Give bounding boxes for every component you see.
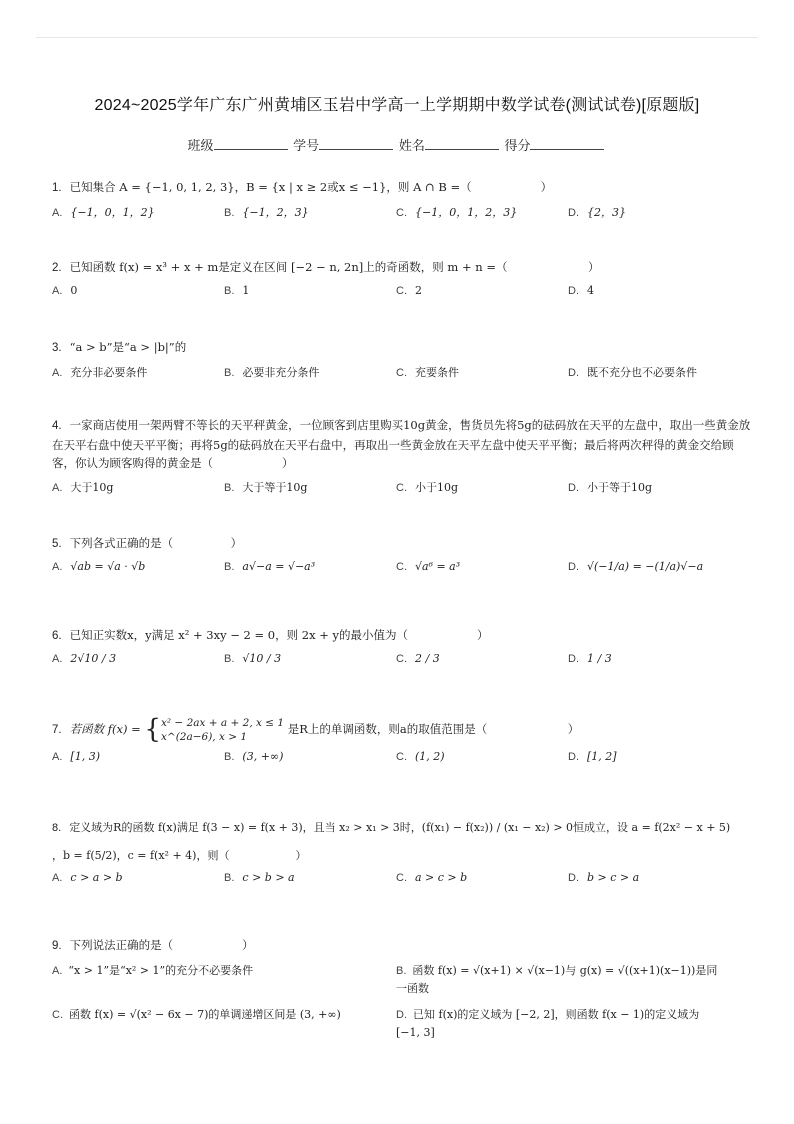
option-d[interactable]: D. 已知 f(x)的定义域为 [−2, 2]，则函数 f(x − 1)的定义域为 [−1, 3] <box>396 1008 700 1039</box>
option-a[interactable]: A. c > a > b <box>52 871 123 884</box>
question-4 <box>52 416 754 501</box>
option-a[interactable]: A. “x > 1”是“x² > 1”的充分不必要条件 <box>52 964 254 977</box>
option-d[interactable]: D. {2，3} <box>568 206 626 219</box>
question-number: 9. <box>52 940 62 952</box>
piecewise-brace: { <box>144 714 161 745</box>
question-3 <box>52 338 754 386</box>
question-2 <box>52 258 754 306</box>
question-stem: 已知正实数x，y满足 x² + 3xy − 2 = 0，则 2x + y的最小值为（ ） <box>69 628 489 642</box>
question-number: 8. <box>52 822 62 834</box>
option-a[interactable]: A. 充分非必要条件 <box>52 366 148 379</box>
class-blank[interactable] <box>214 139 288 150</box>
question-stem-cont: ，b = f(5/2)，c = f(x² + 4)，则（ ） <box>52 849 307 862</box>
question-stem-post: 是R上的单调函数，则a的取值范围是（ ） <box>287 722 580 736</box>
question-7 <box>52 716 754 772</box>
piecewise-cases: x² − 2ax + a + 2, x ≤ 1 x^(2a−6), x > 1 <box>160 717 285 743</box>
option-d[interactable]: D. 4 <box>568 284 594 297</box>
id-blank[interactable] <box>319 139 393 150</box>
option-a[interactable]: A. 大于10g <box>52 480 114 494</box>
name-label: 姓名 <box>398 138 425 153</box>
question-5 <box>52 534 754 590</box>
question-stem: 下列说法正确的是（ ） <box>69 938 254 952</box>
option-b[interactable]: B. a√−a = √−a³ <box>224 560 316 573</box>
option-d[interactable]: D. b > c > a <box>568 871 640 884</box>
question-number: 1. <box>52 182 62 194</box>
top-divider <box>36 37 758 38</box>
question-number: 2. <box>52 262 62 274</box>
option-b[interactable]: B. 必要非充分条件 <box>224 366 320 379</box>
option-a[interactable]: A. {−1，0，1，2} <box>52 206 155 219</box>
option-b[interactable]: B. 函数 f(x) = √(x+1) × √(x−1)与 g(x) = √((x+1)(x−1))是同一函数 <box>396 964 718 995</box>
option-d[interactable]: D. √(−1/a) = −(1/a)√−a <box>568 560 704 573</box>
option-d[interactable]: D. 既不充分也不必要条件 <box>568 366 697 379</box>
option-c[interactable]: C. 函数 f(x) = √(x² − 6x − 7)的单调递增区间是 (3, +∞) <box>52 1008 341 1021</box>
page-title: 2024~2025学年广东广州黄埔区玉岩中学高一上学期期中数学试卷(测试试卷)[原题版] <box>94 97 700 114</box>
option-a[interactable]: A. √ab = √a · √b <box>52 560 146 573</box>
option-c[interactable]: C. 充要条件 <box>396 366 459 379</box>
question-number: 4. <box>52 420 62 432</box>
score-label: 得分 <box>504 138 531 153</box>
option-b[interactable]: B. 1 <box>224 284 250 297</box>
option-c[interactable]: C. 小于10g <box>396 480 459 494</box>
question-stem: “a > b”是“a > |b|”的 <box>69 340 187 354</box>
question-number: 3. <box>52 342 62 354</box>
question-number: 5. <box>52 538 62 550</box>
option-c[interactable]: C. {−1，0，1，2，3} <box>396 206 518 219</box>
option-c[interactable]: C. 2 <box>396 284 422 297</box>
option-b[interactable]: B. c > b > a <box>224 871 295 884</box>
option-c[interactable]: C. 2 / 3 <box>396 652 440 665</box>
option-b[interactable]: B. (3, +∞) <box>224 750 284 763</box>
question-stem: 已知集合 A = {−1, 0, 1, 2, 3}，B = {x | x ≥ 2或x ≤ −1}，则 A ∩ B =（ ） <box>69 180 553 194</box>
option-a[interactable]: A. [1, 3) <box>52 750 100 763</box>
id-label: 学号 <box>293 138 320 153</box>
option-b[interactable]: B. 大于等于10g <box>224 480 308 494</box>
option-a[interactable]: A. 0 <box>52 284 78 297</box>
option-a[interactable]: A. 2√10 / 3 <box>52 652 117 665</box>
question-6 <box>52 626 754 682</box>
question-number: 6. <box>52 630 62 642</box>
question-1 <box>52 178 754 226</box>
option-c[interactable]: C. (1, 2) <box>396 750 445 763</box>
option-c[interactable]: C. √a⁶ = a³ <box>396 560 461 573</box>
question-stem: 一家商店使用一架两臂不等长的天平秤黄金，一位顾客到店里购买10g黄金，售货员先将5g的砝码放在天平的左盘中，取出一些黄金放在天平右盘中使天平平衡；再将5g的砝码放在天平右盘中，再取出一些黄金放在天平左盘中使天平平衡；最后将两次秤得的黄金交给顾客，你认为顾客购得的黄金是（ ） <box>52 418 751 470</box>
option-b[interactable]: B. √10 / 3 <box>224 652 282 665</box>
question-number: 7. <box>52 724 62 736</box>
question-stem: 下列各式正确的是（ ） <box>69 536 243 550</box>
question-stem-pre: 若函数 f(x) = <box>69 722 141 736</box>
option-d[interactable]: D. [1, 2] <box>568 750 617 763</box>
score-blank[interactable] <box>530 139 604 150</box>
name-blank[interactable] <box>425 139 499 150</box>
question-9 <box>52 936 754 1046</box>
question-8 <box>52 818 754 893</box>
question-stem: 定义域为R的函数 f(x)满足 f(3 − x) = f(x + 3)，且当 x₂ > x₁ > 3时，(f(x₁) − f(x₂)) / (x₁ − x₂) > 0恒成立，设 a = f(2x² − x + 5) <box>69 821 731 834</box>
option-d[interactable]: D. 1 / 3 <box>568 652 612 665</box>
option-b[interactable]: B. {−1，2，3} <box>224 206 309 219</box>
question-stem: 已知函数 f(x) = x³ + x + m是定义在区间 [−2 − n, 2n]上的奇函数，则 m + n =（ ） <box>69 260 600 274</box>
option-c[interactable]: C. a > c > b <box>396 871 468 884</box>
option-d[interactable]: D. 小于等于10g <box>568 480 653 494</box>
student-info-line <box>0 135 794 154</box>
class-label: 班级 <box>187 138 214 153</box>
